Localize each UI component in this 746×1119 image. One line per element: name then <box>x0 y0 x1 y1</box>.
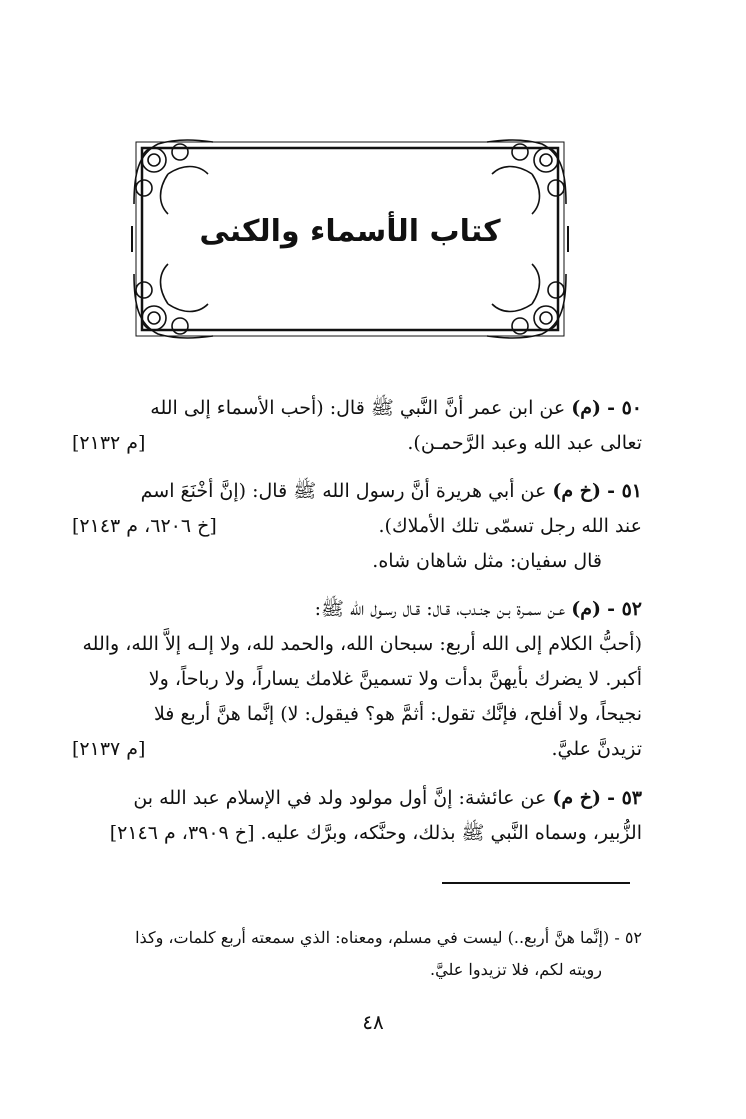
hadith-source: (م) <box>571 397 602 419</box>
hadith-note: قال سفيان: مثل شاهان شاه. <box>372 550 602 572</box>
hadith-text-line: أكبر. لا يضرك بأيهنَّ بدأت ولا تسمينَّ غلامك يساراً، ولا رباحاً، ولا <box>148 668 642 690</box>
chapter-title: كتاب الأسماء والكنى <box>199 214 501 249</box>
hadith-50 <box>72 391 642 461</box>
hadith-source: (خ م) <box>552 480 602 502</box>
hadith-reference: [خ ٦٢٠٦، م ٢١٤٣] <box>72 515 217 537</box>
hadith-text-line: عن ابن عمر أنَّ النَّبي ﷺ قال: (أحب الأسماء إلى الله <box>150 397 566 419</box>
hadith-52 <box>72 592 642 767</box>
chapter-frame <box>128 134 572 344</box>
hadith-text-line: تعالى عبد الله وعبد الرَّحمـن). <box>407 432 642 454</box>
hadith-source: (م) <box>571 598 602 620</box>
hadith-number: ٥٠ - <box>607 397 642 419</box>
hadith-text-line: عـن سمـرة بـن جنـدب، قـال: قـال رسـول الله ﷺ: <box>314 598 566 620</box>
hadith-text-line: عن أبي هريرة أنَّ رسول الله ﷺ قال: (إنَّ أخْنَعَ اسم <box>140 480 547 502</box>
hadith-number: ٥١ - <box>607 480 642 502</box>
hadith-51 <box>72 474 642 579</box>
hadith-source: (خ م) <box>552 787 602 809</box>
hadith-text-line: عن عائشة: إنَّ أول مولود ولد في الإسلام عبد الله بن <box>133 787 547 809</box>
hadith-number: ٥٣ - <box>607 787 642 809</box>
hadith-reference: [م ٢١٣٧] <box>72 738 146 760</box>
hadith-text-line: نجيحاً، ولا أفلح، فإنَّك تقول: أثمَّ هو؟ فيقول: لا) إنَّما هنَّ أربع فلا <box>153 703 642 725</box>
hadith-text-line: عند الله رجل تسمّى تلك الأملاك). <box>378 515 642 537</box>
hadith-text-line: (أحبُّ الكلام إلى الله أربع: سبحان الله، والحمد لله، ولا إلـه إلاَّ الله، والله <box>82 633 642 655</box>
footnote <box>72 922 642 986</box>
footnote-text-line: رويته لكم، فلا تزيدوا عليَّ. <box>430 960 602 979</box>
footnote-divider <box>442 882 630 884</box>
hadith-reference: [م ٢١٣٢] <box>72 432 146 454</box>
hadith-text-line: الزُّبير، وسماه النَّبي ﷺ بذلك، وحنَّكه، وبرَّك عليه. [خ ٣٩٠٩، م ٢١٤٦] <box>109 822 642 844</box>
hadith-text-line: تزيدنَّ عليَّ. <box>551 738 642 760</box>
hadith-53 <box>72 781 642 851</box>
footnote-number: ٥٢ <box>624 928 642 947</box>
page-number: ٤٨ <box>362 1010 384 1034</box>
hadith-number: ٥٢ - <box>607 598 642 620</box>
footnote-text-line: - (إنَّما هنَّ أربع..) ليست في مسلم، ومعناه: الذي سمعته أربع كلمات، وكذا <box>135 928 620 947</box>
